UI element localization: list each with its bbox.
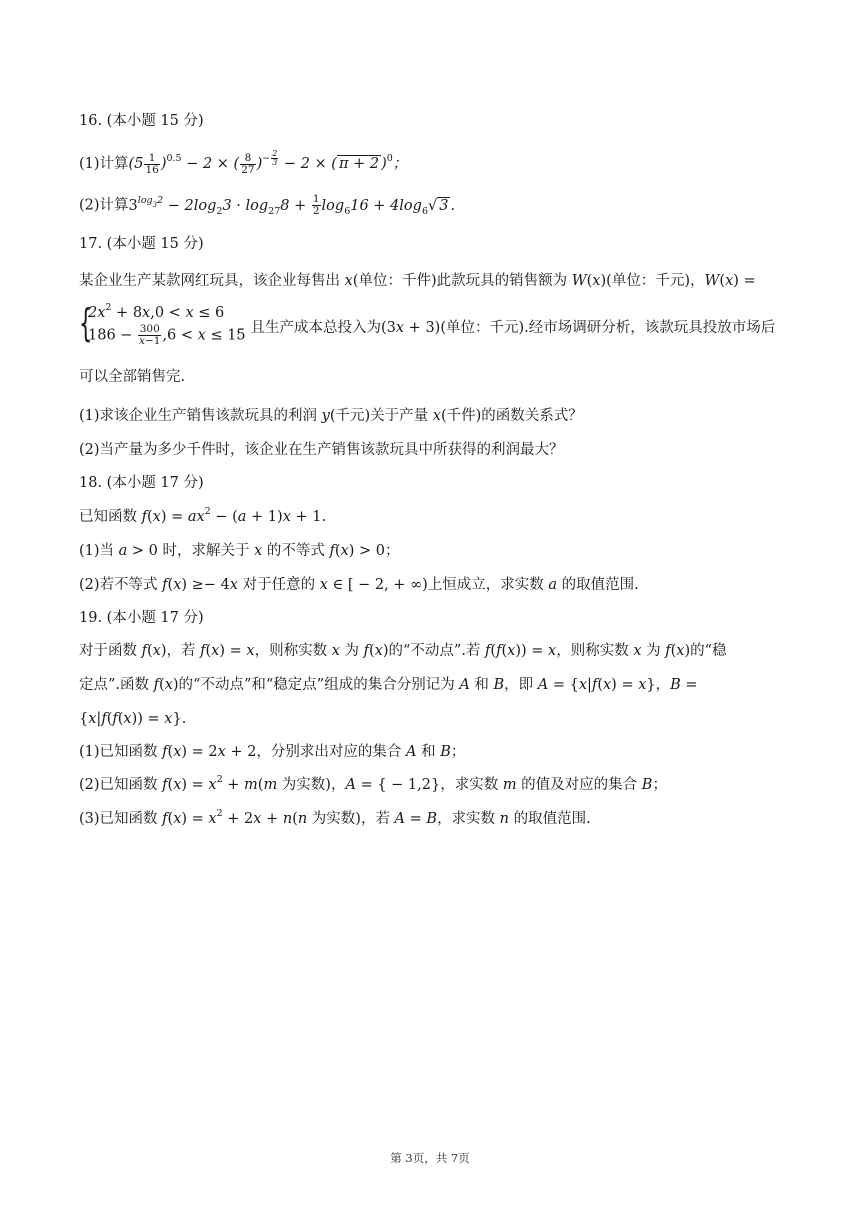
q16-part2: (2)计算$3^{log_32} - 2\log_23 \cdot \log_{27}8$ + $\frac{1}{2}$ $\log_616 + 4\log_6√$ 3 . xyxy=(79,193,456,217)
q17-part1: (1)求该企业生产销售该款玩具的利润 y(千元)关于产量 x(千件)的函数关系式？ xyxy=(79,408,583,424)
q19-part2: (2)已知函数 $f(x) = x^2 + m(m$ 为实数)，A = { − 1,2}，求实数 m 的值及对应的集合 B； xyxy=(79,774,667,793)
page-footer: 第 3页，共 7页 xyxy=(390,1151,470,1165)
q19-part1: (1)已知函数 f(x) = 2x + 2，分别求出对应的集合 A 和 B； xyxy=(79,744,466,760)
q17-header: 17. (本小题 15 分) xyxy=(79,236,204,252)
q18-intro: 已知函数 $f(x) = ax^2 - (a + 1)x + 1$. xyxy=(79,506,327,525)
q18-header: 18. (本小题 17 分) xyxy=(79,475,204,491)
q17-intro: 某企业生产某款网红玩具，该企业每售出 x(单位：千件)此款玩具的销售额为 W(x)(单位：千元)，W(x) = xyxy=(79,273,756,289)
q17-piecewise: { $2x^2 + 8x,0 < x \le 6$ 186 − $\frac{300}{x-1}$ ,6 < x ≤ 15 xyxy=(79,301,246,347)
q16-header: 16. (本小题 15 分) xyxy=(79,113,204,129)
q19-def-line3: {x|f(f(x)) = x}. xyxy=(79,711,187,727)
q19-part3: (3)已知函数 $f(x) = x^2 + 2x + n(n$ 为实数)，若 A = B，求实数 n 的取值范围. xyxy=(79,808,591,827)
q19-def-line2: 定点”.函数 f(x)的“不动点”和“稳定点”组成的集合分别记为 A 和 B，即 A = {x|f(x) = x}，B = xyxy=(79,677,698,693)
q18-part1: (1)当 a > 0 时，求解关于 x 的不等式 f(x) > 0； xyxy=(79,543,400,559)
q17-cost: ，且生产成本总投入为(3x + 3)(单位：千元).经市场调研分析，该款玩具投放市场后 xyxy=(236,320,776,336)
q19-header: 19. (本小题 17 分) xyxy=(79,610,204,626)
q17-part2: (2)当产量为多少千件时，该企业在生产销售该款玩具中所获得的利润最大？ xyxy=(79,442,564,458)
q17-intro-end: 可以全部销售完. xyxy=(79,369,186,385)
q19-def-line1: 对于函数 f(x)，若 f(x) = x，则称实数 x 为 f(x)的“不动点”.若 f(f(x)) = x，则称实数 x 为 f(x)的“稳 xyxy=(79,643,727,659)
q16-part1: (1)计算(5 $\frac{1}{16}$ )$^{0.5}$ − 2 × ( $\frac{8}{27}$ )$^{- \frac{2}{3}}$ − 2 × ( π + 2 )$^0$； xyxy=(79,149,408,176)
q18-part2: (2)若不等式 f(x) ≥− 4x 对于任意的 x ∈ [ − 2, + ∞)上恒成立，求实数 a 的取值范围. xyxy=(79,577,639,593)
